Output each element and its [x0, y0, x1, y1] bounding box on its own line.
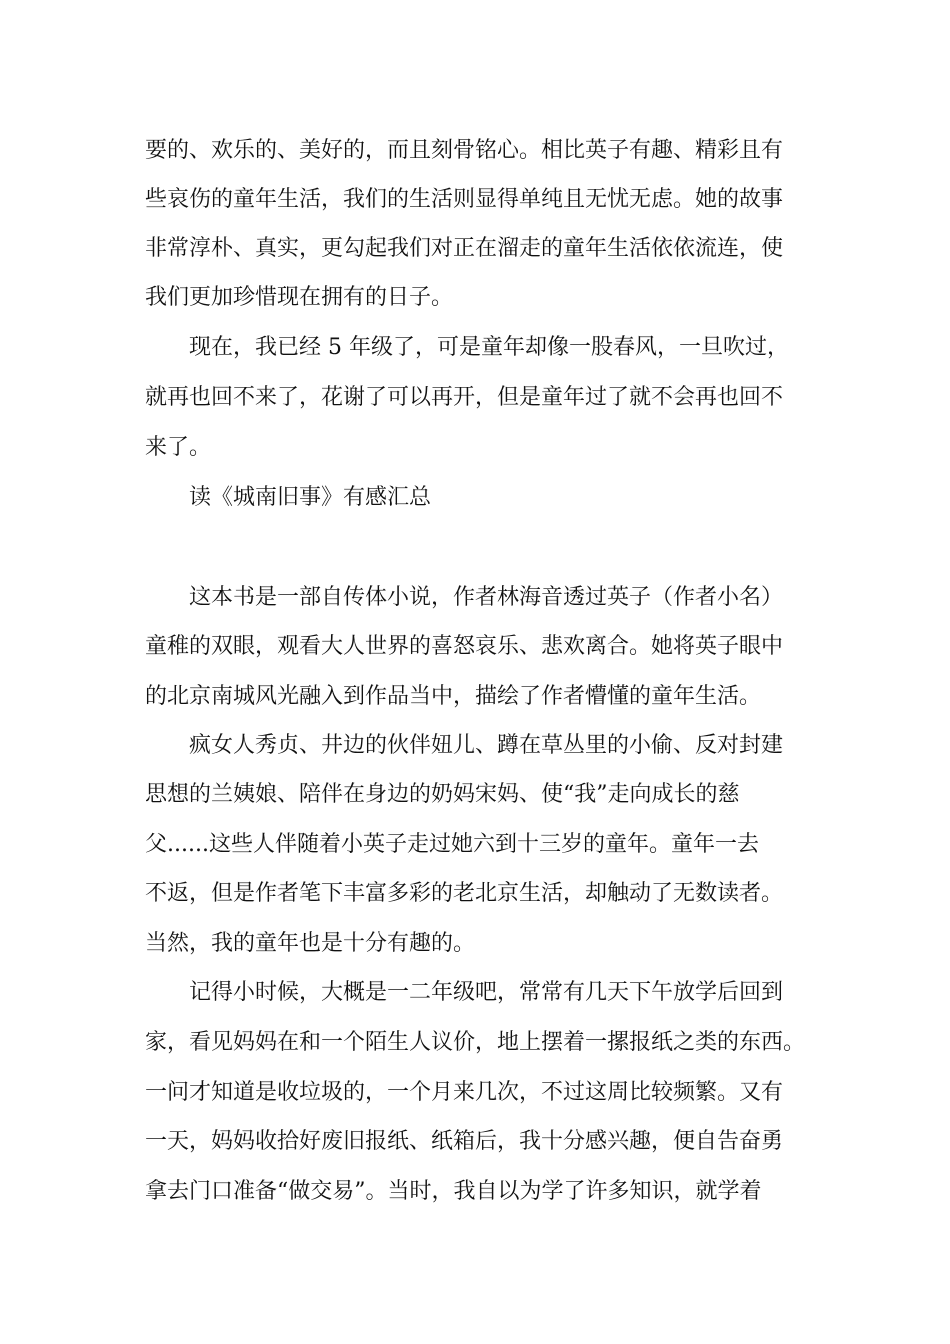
- line-text: 父......这些人伴随着小英子走过她六到十三岁的童年。童年一去: [145, 832, 759, 857]
- text-line: [0, 273, 950, 323]
- text-line: [0, 126, 950, 176]
- text-line: [0, 869, 950, 919]
- line-text: 的北京南城风光融入到作品当中，描绘了作者懵懂的童年生活。: [145, 684, 762, 709]
- line-text: 就再也回不来了，花谢了可以再开，但是童年过了就不会再也回不: [145, 385, 784, 410]
- line-text: 来了。: [145, 435, 212, 460]
- text-line: [0, 770, 950, 820]
- text-line: [0, 573, 950, 623]
- line-text: 拿去门口准备“做交易”。当时，我自以为学了许多知识，就学着: [145, 1179, 762, 1204]
- text-line: [0, 622, 950, 672]
- line-text: 些哀伤的童年生活，我们的生活则显得单纯且无忧无虑。她的故事: [145, 187, 784, 212]
- text-line: [0, 672, 950, 722]
- line-text: 疯女人秀贞、井边的伙伴妞儿、蹲在草丛里的小偷、反对封建: [189, 733, 784, 758]
- text-line: [0, 224, 950, 274]
- line-text: 要的、欢乐的、美好的，而且刻骨铭心。相比英子有趣、精彩且有: [145, 138, 784, 163]
- text-line: [0, 919, 950, 969]
- text-line: [0, 1018, 950, 1068]
- line-text: 非常淳朴、真实，更勾起我们对正在溜走的童年生活依依流连，使: [145, 236, 784, 261]
- line-text: 现在，我已经 5 年级了，可是童年却像一股春风，一旦吹过，: [189, 335, 789, 360]
- text-line: [0, 423, 950, 473]
- line-text: 思想的兰姨娘、陪伴在身边的奶妈宋妈、使“我”走向成长的慈: [145, 782, 740, 807]
- text-line: [0, 1167, 950, 1217]
- text-line: [0, 721, 950, 771]
- text-line: [0, 323, 950, 373]
- line-text: 家，看见妈妈在和一个陌生人议价，地上摆着一摞报纸之类的东西。: [145, 1030, 806, 1055]
- line-text: 一问才知道是收垃圾的，一个月来几次，不过这周比较频繁。又有: [145, 1080, 784, 1105]
- text-line: [0, 1117, 950, 1167]
- heading-text: 读《城南旧事》有感汇总: [189, 485, 432, 510]
- text-line: [0, 820, 950, 870]
- line-text: 童稚的双眼，观看大人世界的喜怒哀乐、悲欢离合。她将英子眼中: [145, 634, 784, 659]
- text-line: [0, 1068, 950, 1118]
- line-text: 记得小时候，大概是一二年级吧，常常有几天下午放学后回到: [189, 980, 784, 1005]
- text-line: [0, 175, 950, 225]
- text-line: [0, 373, 950, 423]
- line-text: 不返，但是作者笔下丰富多彩的老北京生活，却触动了无数读者。: [145, 881, 784, 906]
- line-text: 这本书是一部自传体小说，作者林海音透过英子（作者小名）: [189, 585, 784, 610]
- section-heading: [0, 473, 950, 523]
- line-text: 当然，我的童年也是十分有趣的。: [145, 931, 476, 956]
- text-line: [0, 968, 950, 1018]
- line-text: 一天，妈妈收拾好废旧报纸、纸箱后，我十分感兴趣，便自告奋勇: [145, 1129, 784, 1154]
- line-text: 我们更加珍惜现在拥有的日子。: [145, 285, 454, 310]
